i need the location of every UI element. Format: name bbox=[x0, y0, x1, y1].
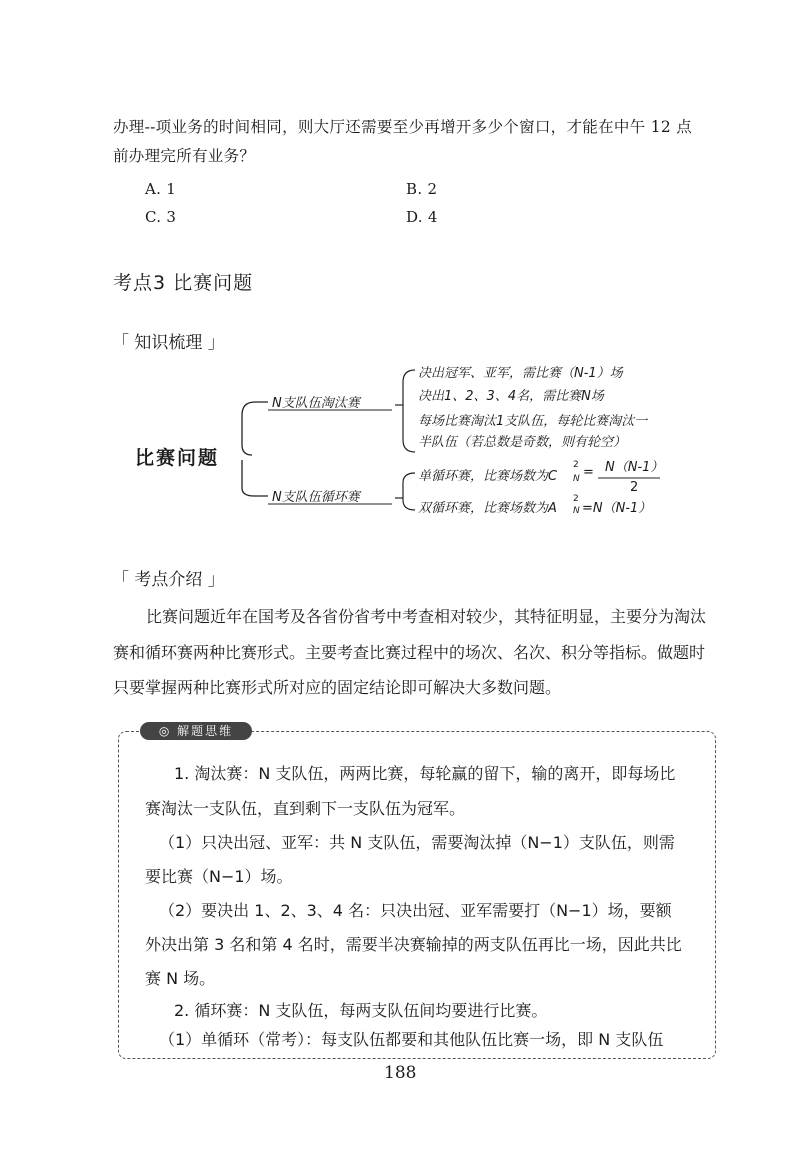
option-a: A. 1 bbox=[145, 180, 177, 198]
intro-heading: 「 考点介绍 」 bbox=[112, 570, 225, 590]
tip-line-4: 要比赛（N−1）场。 bbox=[145, 867, 293, 886]
rr-double-sup: 2 bbox=[573, 494, 579, 504]
rr-single-eq: = bbox=[583, 465, 594, 480]
option-b: B. 2 bbox=[406, 180, 438, 198]
tip-line-5: （2）要决出 1、2、3、4 名：只决出冠、亚军需要打（N−1）场，要额 bbox=[159, 901, 672, 920]
tip-label: ◎ 解题思维 bbox=[140, 722, 252, 740]
rr-item-single: 单循环赛，比赛场数为C bbox=[418, 469, 558, 484]
tip-line-8: 2. 循环赛：N 支队伍，每两支队伍间均要进行比赛。 bbox=[174, 1001, 548, 1020]
tip-line-1: 1. 淘汰赛：N 支队伍，两两比赛，每轮赢的留下，输的离开，即每场比 bbox=[174, 764, 676, 783]
tip-line-7: 赛 N 场。 bbox=[145, 969, 216, 988]
rr-single-sub: N bbox=[573, 474, 580, 484]
rr-double-formula: =N（N-1） bbox=[582, 501, 652, 516]
intro-line-2: 赛和循环赛两种比赛形式。主要考查比赛过程中的场次、名次、积分等指标。做题时 bbox=[113, 643, 706, 662]
rr-item-double: 双循环赛，比赛场数为A bbox=[418, 501, 557, 516]
elim-item-1: 决出冠军、亚军，需比赛（N-1）场 bbox=[418, 366, 623, 381]
rr-single-sup: 2 bbox=[573, 460, 579, 470]
branch-elimination: N支队伍淘汰赛 bbox=[272, 396, 360, 411]
tip-line-3: （1）只决出冠、亚军：共 N 支队伍，需要淘汰掉（N−1）支队伍，则需 bbox=[159, 833, 675, 852]
tip-line-9: （1）单循环（常考）：每支队伍都要和其他队伍比赛一场，即 N 支队伍 bbox=[159, 1030, 664, 1049]
elim-item-3: 每场比赛淘汰1支队伍，每轮比赛淘汰一 bbox=[418, 414, 648, 429]
intro-line-3: 只要掌握两种比赛形式所对应的固定结论即可解决大多数问题。 bbox=[113, 678, 562, 697]
rr-fraction-den: 2 bbox=[630, 480, 639, 495]
tip-line-2: 赛淘汰一支队伍，直到剩下一支队伍为冠军。 bbox=[145, 799, 466, 818]
rr-double-sub: N bbox=[573, 506, 580, 516]
elim-item-2: 决出1、2、3、4名，需比赛N场 bbox=[418, 389, 604, 404]
page-number: 188 bbox=[384, 1063, 417, 1083]
knowledge-heading: 「 知识梳理 」 bbox=[112, 333, 225, 353]
rr-fraction-num: N（N-1） bbox=[605, 460, 664, 475]
option-c: C. 3 bbox=[145, 208, 177, 226]
tip-line-6: 外决出第 3 名和第 4 名时，需要半决赛输掉的两支队伍再比一场，因此共比 bbox=[145, 935, 682, 954]
branch-round-robin: N支队伍循环赛 bbox=[272, 490, 360, 505]
question-line-2: 前办理完所有业务？ bbox=[113, 147, 256, 165]
mind-map-root: 比赛问题 bbox=[135, 447, 220, 469]
question-line-1: 办理--项业务的时间相同，则大厅还需要至少再增开多少个窗口，才能在中午 12 点 bbox=[113, 118, 693, 136]
intro-line-1: 比赛问题近年在国考及各省份省考中考查相对较少，其特征明显，主要分为淘汰 bbox=[146, 607, 707, 626]
section-title: 考点3 比赛问题 bbox=[113, 272, 254, 294]
elim-item-4: 半队伍（若总数是奇数，则有轮空） bbox=[418, 435, 627, 450]
option-d: D. 4 bbox=[406, 208, 438, 226]
